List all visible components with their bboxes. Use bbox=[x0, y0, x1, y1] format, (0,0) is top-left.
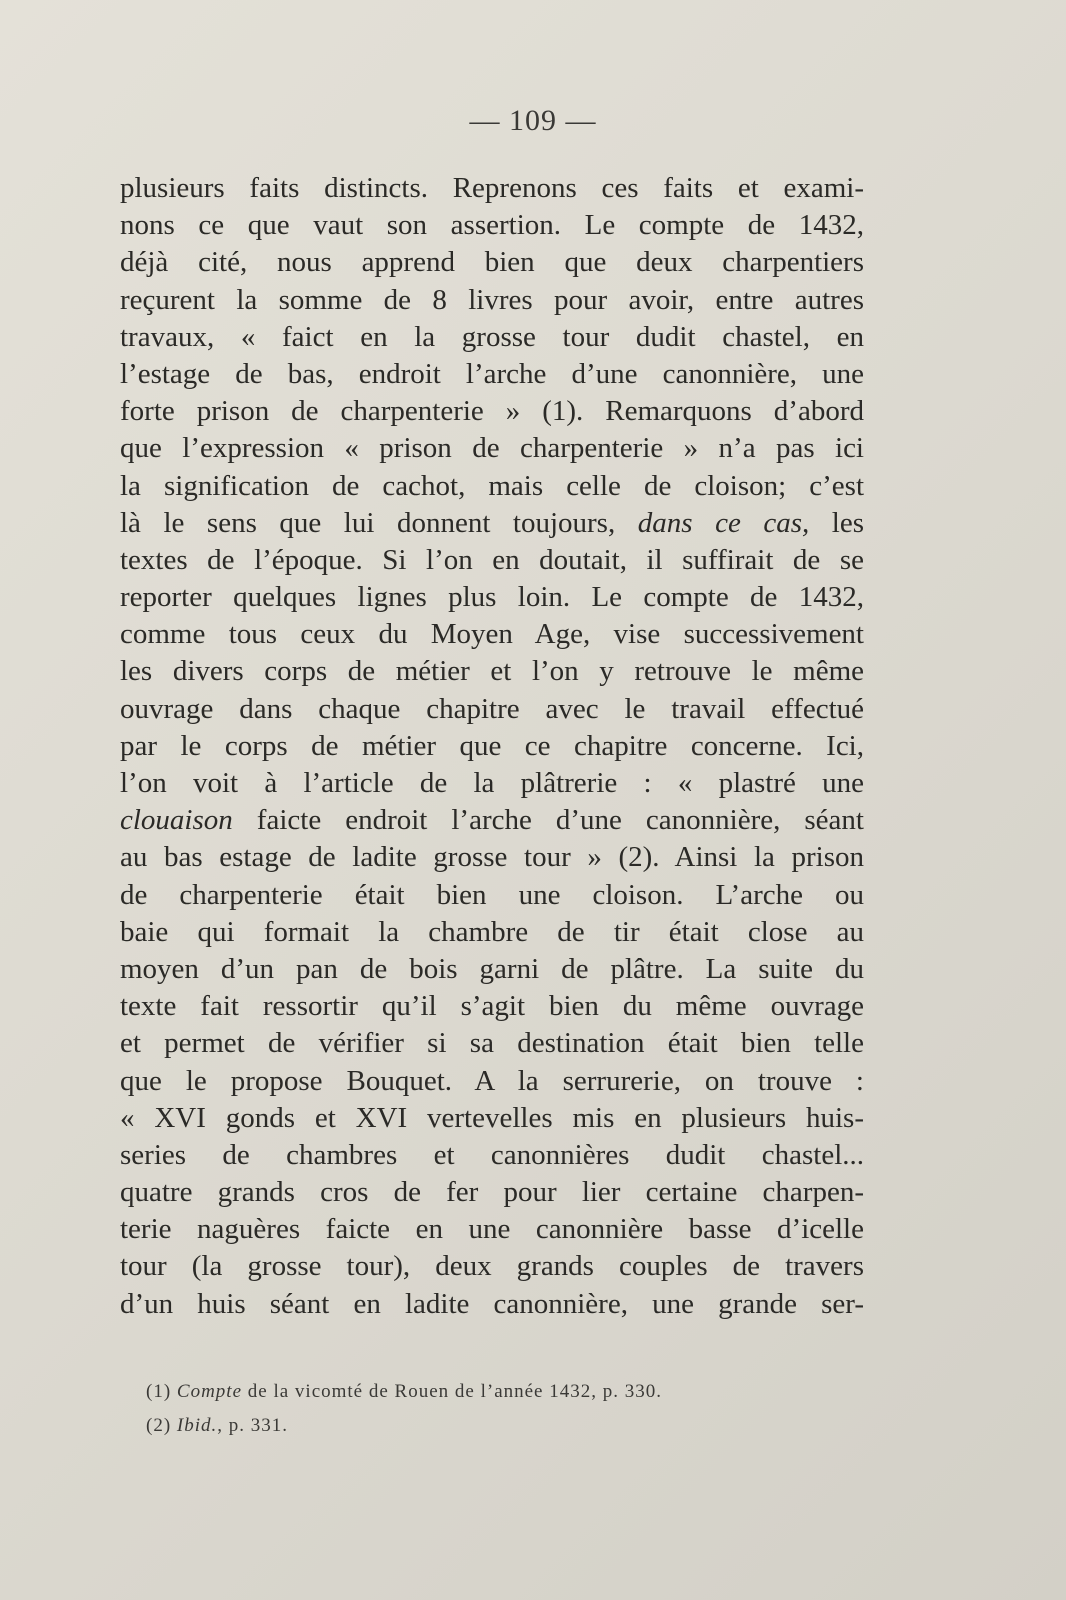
text-line: que l’expression « prison de charpenterie » n’a pas ici bbox=[120, 432, 864, 465]
text-line: texte fait ressortir qu’il s’agit bien du même ouvrage bbox=[120, 990, 864, 1023]
footnotes bbox=[146, 1375, 866, 1443]
text-line: la signification de cachot, mais celle de cloison; c’est bbox=[120, 469, 864, 502]
text-line: plusieurs faits distincts. Reprenons ces faits et exami- bbox=[120, 172, 864, 204]
italic-segment: clouaison bbox=[120, 804, 233, 837]
text-line: l’estage de bas, endroit l’arche d’une canonnière, une bbox=[120, 357, 864, 390]
text-line: quatre grands cros de fer pour lier certaine charpen- bbox=[120, 1176, 864, 1209]
footnote-mark: (2) bbox=[146, 1415, 177, 1436]
text-segment: faicte endroit l’arche d’une canonnière, séant bbox=[232, 804, 864, 837]
text-line: « XVI gonds et XVI vertevelles mis en plusieurs huis- bbox=[120, 1101, 864, 1134]
text-line: ouvrage dans chaque chapitre avec le travail effectué bbox=[120, 692, 864, 725]
text-line: l’on voit à l’article de la plâtrerie : « plastré une bbox=[120, 767, 864, 799]
text-line: déjà cité, nous apprend bien que deux charpentiers bbox=[120, 246, 864, 279]
text-line bbox=[120, 505, 864, 542]
text-line: moyen d’un pan de bois garni de plâtre. La suite du bbox=[120, 952, 864, 985]
footnote-italic: Ibid. bbox=[176, 1415, 218, 1436]
text-line: tour (la grosse tour), deux grands couples de travers bbox=[120, 1250, 864, 1283]
footnote-mark: (1) bbox=[146, 1381, 177, 1402]
text-line: reporter quelques lignes plus loin. Le compte de 1432, bbox=[120, 581, 864, 614]
page-number: — 109 — bbox=[469, 104, 597, 137]
text-line: de charpenterie était bien une cloison. L’arche ou bbox=[120, 878, 864, 911]
text-line: et permet de vérifier si sa destination était bien telle bbox=[120, 1027, 864, 1060]
footnote-italic: Compte bbox=[176, 1381, 243, 1402]
text-line: d’un huis séant en ladite canonnière, une grande ser- bbox=[120, 1287, 864, 1320]
text-line: les divers corps de métier et l’on y retrouve le même bbox=[120, 655, 864, 688]
footnote-text: de la vicomté de Rouen de l’année 1432, p. 330. bbox=[242, 1381, 662, 1402]
text-line: par le corps de métier que ce chapitre concerne. Ici, bbox=[120, 729, 864, 762]
text-line: travaux, « faict en la grosse tour dudit chastel, en bbox=[120, 320, 864, 353]
text-line: terie naguères faicte en une canonnière basse d’icelle bbox=[120, 1213, 864, 1246]
footnote-text: , p. 331. bbox=[217, 1415, 289, 1436]
body-text bbox=[120, 170, 864, 1323]
footnote bbox=[146, 1375, 866, 1409]
text-line: comme tous ceux du Moyen Age, vise successivement bbox=[120, 618, 864, 651]
text-line: series de chambres et canonnières dudit chastel... bbox=[120, 1138, 864, 1171]
text-line: au bas estage de ladite grosse tour » (2). Ainsi la prison bbox=[120, 841, 864, 874]
text-line: forte prison de charpenterie » (1). Remarquons d’abord bbox=[120, 395, 864, 428]
text-line bbox=[120, 802, 864, 839]
text-line: nons ce que vaut son assertion. Le compte de 1432, bbox=[120, 209, 864, 242]
text-line: textes de l’époque. Si l’on en doutait, il suffirait de se bbox=[120, 543, 864, 576]
italic-segment: dans ce cas, bbox=[637, 506, 810, 539]
text-line: que le propose Bouquet. A la serrurerie, on trouve : bbox=[120, 1064, 864, 1097]
text-line: baie qui formait la chambre de tir était close au bbox=[120, 915, 864, 948]
text-segment: les bbox=[809, 506, 864, 539]
text-line: reçurent la somme de 8 livres pour avoir, entre autres bbox=[120, 283, 864, 316]
text-segment: là le sens que lui donnent toujours, bbox=[120, 506, 638, 539]
footnote bbox=[146, 1409, 866, 1443]
